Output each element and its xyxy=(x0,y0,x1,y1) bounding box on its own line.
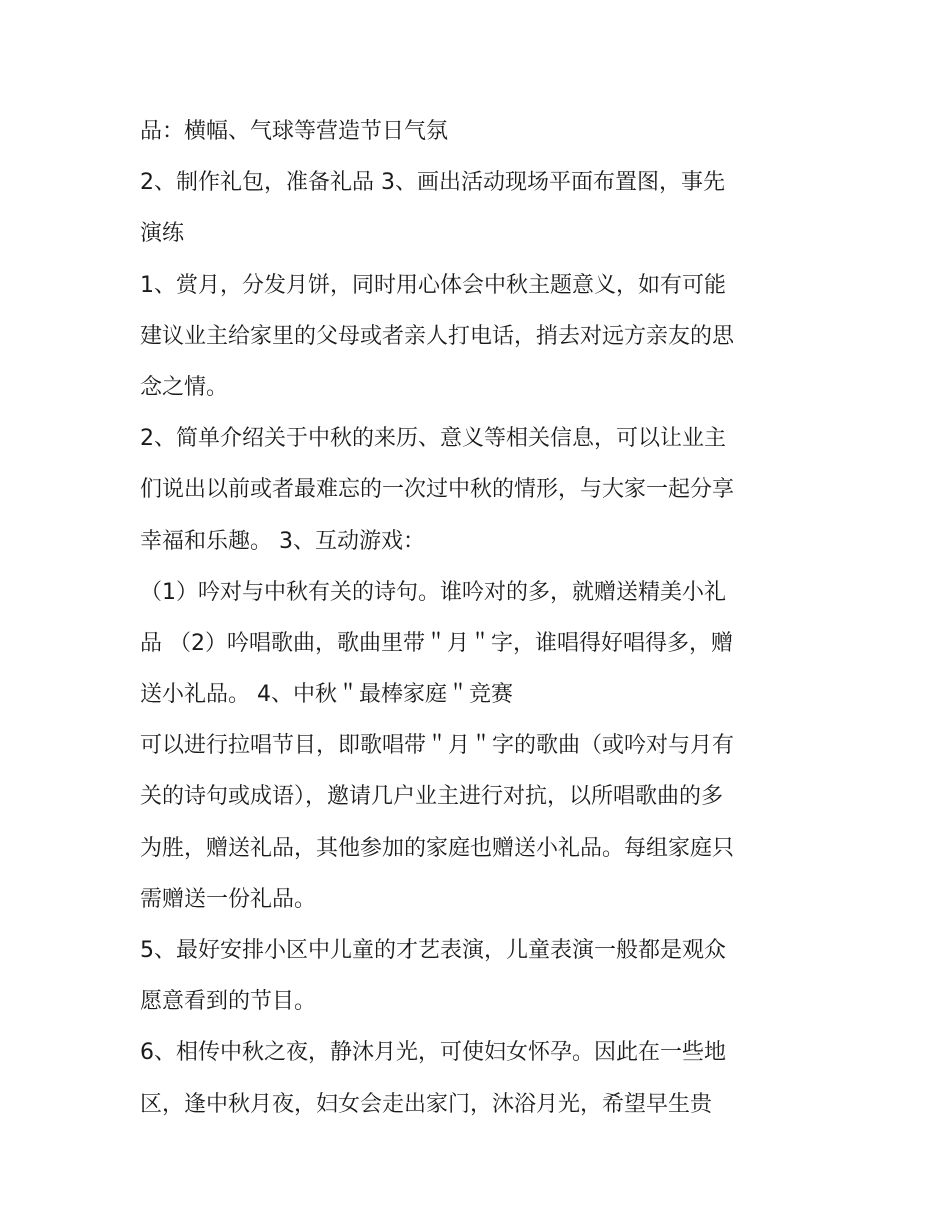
text-line: 为胜，赠送礼品，其他参加的家庭也赠送小礼品。每组家庭只 xyxy=(140,835,735,861)
text-line: 5、最好安排小区中儿童的才艺表演，儿童表演一般都是观众 xyxy=(140,938,726,963)
text-line: 1、赏月，分发月饼，同时用心体会中秋主题意义，如有可能 xyxy=(140,272,726,298)
document-body xyxy=(140,106,820,1130)
text-line: 关的诗句或成语），邀请几户业主进行对抗，以所唱歌曲的多 xyxy=(140,784,724,810)
text-line: 可以进行拉唱节目，即歌唱带＂月＂字的歌曲（或吟对与月有 xyxy=(140,733,735,759)
text-line: 建议业主给家里的父母或者亲人打电话，捎去对远方亲友的思 xyxy=(140,323,735,349)
text-line: （1）吟对与中秋有关的诗句。谁吟对的多，就赠送精美小礼 xyxy=(140,579,726,605)
text-line: 需赠送一份礼品。 xyxy=(140,886,317,912)
text-line: 6、相传中秋之夜，静沐月光，可使妇女怀孕。因此在一些地 xyxy=(140,1040,726,1066)
text-line: 品 （2）吟唱歌曲，歌曲里带＂月＂字，谁唱得好唱得多，赠 xyxy=(140,630,733,656)
text-line: 区，逢中秋月夜，妇女会走出家门，沐浴月光，希望早生贵 xyxy=(140,1091,713,1117)
text-line: 念之情。 xyxy=(140,374,229,400)
text-line: 演练 xyxy=(140,221,185,247)
text-line: 幸福和乐趣。 3、互动游戏： xyxy=(140,528,425,554)
text-line: 2、制作礼包，准备礼品 3、画出活动现场平面布置图，事先 xyxy=(140,170,725,196)
text-line: 愿意看到的节目。 xyxy=(140,989,317,1015)
text-line: 们说出以前或者最难忘的一次过中秋的情形，与大家一起分享 xyxy=(140,477,735,503)
text-line: 品：横幅、气球等营造节日气氛 xyxy=(140,119,449,144)
text-line: 2、简单介绍关于中秋的来历、意义等相关信息，可以让业主 xyxy=(140,426,726,452)
text-line: 送小礼品。 4、中秋＂最棒家庭＂竞赛 xyxy=(140,682,513,708)
